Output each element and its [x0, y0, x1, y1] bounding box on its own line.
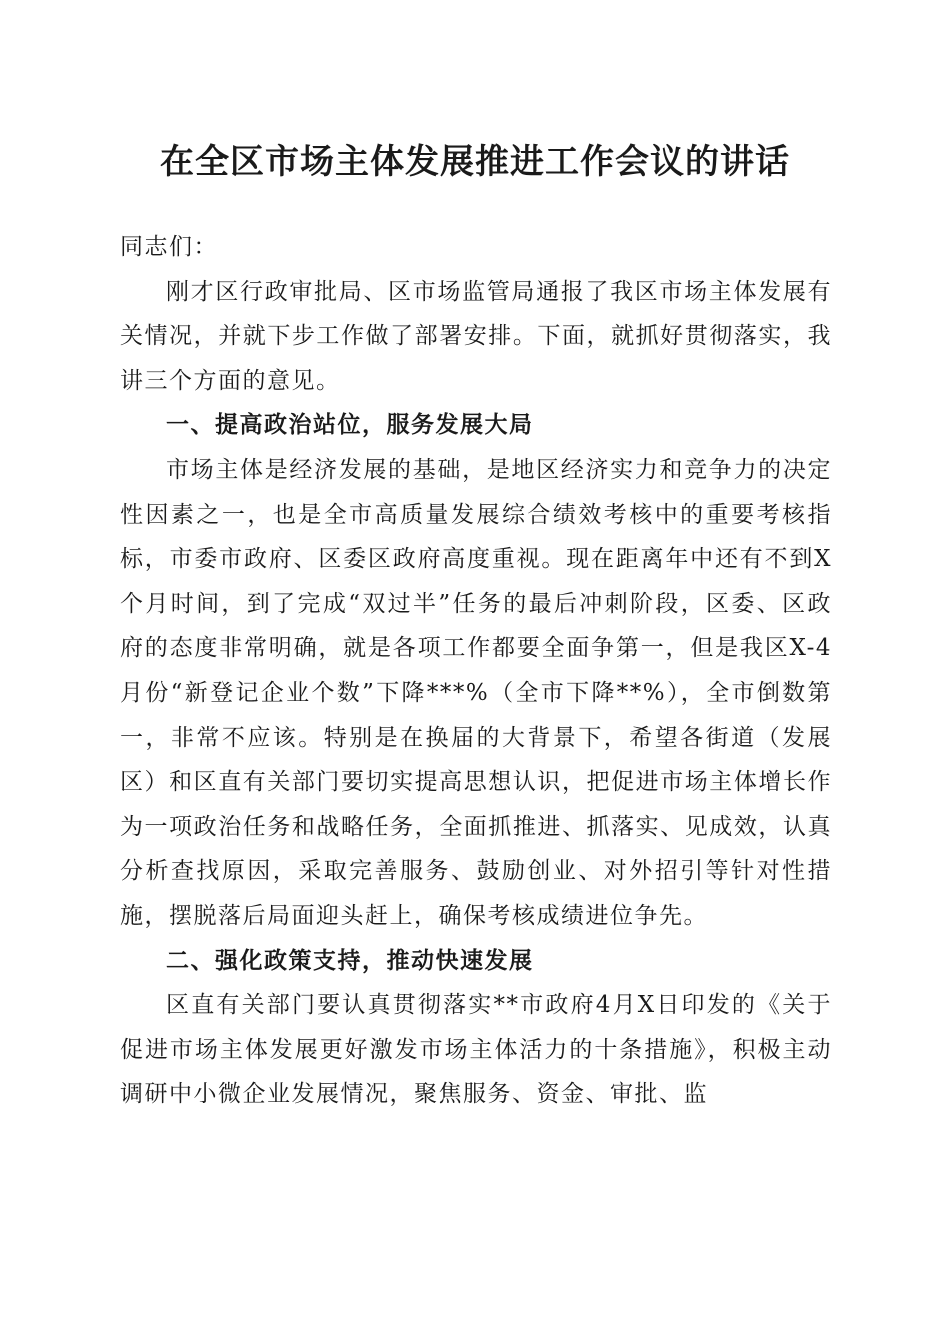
section-heading-1: 一、提高政治站位，服务发展大局: [166, 412, 534, 439]
intro-paragraph: 刚才区行政审批局、区市场监管局通报了我区市场主体发展有关情况，并就下步工作做了部署安排。下面，就抓好贯彻落实，我讲三个方面的意见。: [120, 278, 832, 394]
document-body: [120, 225, 832, 1117]
document-title: 在全区市场主体发展推进工作会议的讲话: [160, 142, 790, 182]
section-heading-2: 二、强化政策支持，推动快速发展: [166, 947, 534, 974]
greeting: 同志们：: [120, 234, 218, 260]
section-body-1: 市场主体是经济发展的基础，是地区经济实力和竞争力的决定性因素之一，也是全市高质量发展综合绩效考核中的重要考核指标，市委市政府、区委区政府高度重视。现在距离年中还有不到X个月时间，到了完成“双过半”任务的最后冲刺阶段，区委、区政府的态度非常明确，就是各项工作都要全面争第一，但是我区X-4月份“新登记企业个数”下降***%（全市下降**%），全市倒数第一，非常不应该。特别是在换届的大背景下，希望各街道（发展区）和区直有关部门要切实提高思想认识，把促进市场主体增长作为一项政治任务和战略任务，全面抓推进、抓落实、见成效，认真分析查找原因，采取完善服务、鼓励创业、对外招引等针对性措施，摆脱落后局面迎头赶上，确保考核成绩进位争先。: [120, 456, 832, 929]
section-body-2: 区直有关部门要认真贯彻落实**市政府4月X日印发的《关于促进市场主体发展更好激发市场主体活力的十条措施》，积极主动调研中小微企业发展情况，聚焦服务、资金、审批、监: [120, 992, 832, 1108]
